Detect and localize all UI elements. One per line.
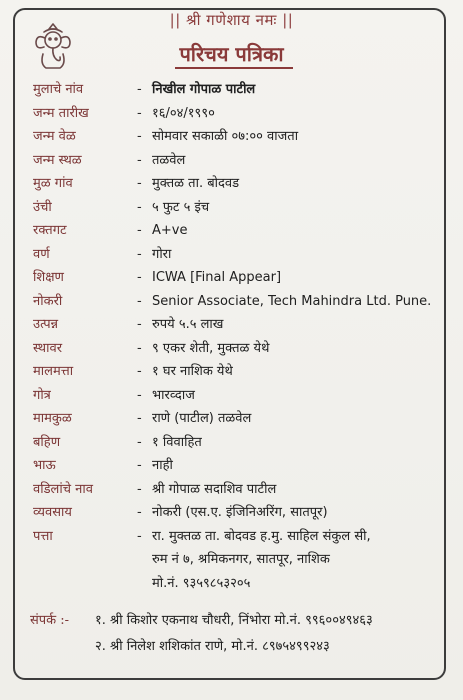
dash-separator: - [137, 317, 142, 332]
dash-separator: - [137, 364, 142, 379]
field-row [0, 501, 463, 525]
field-label-complexion: वर्ण [33, 246, 50, 262]
field-label-brother: भाऊ [33, 458, 56, 473]
dash-separator: - [137, 152, 142, 168]
field-label-birth-time: जन्म वेळ [33, 129, 76, 144]
field-row [0, 78, 463, 102]
invocation-text: || श्री गणेशाय नमः || [169, 11, 294, 29]
dash-separator: - [137, 481, 142, 497]
field-value-brother: नाही [152, 458, 173, 473]
dash-separator: - [137, 270, 142, 285]
field-label-birth-date: जन्म तारीख [33, 105, 89, 121]
field-label-education: शिक्षण [33, 270, 64, 285]
field-value-education: ICWA [Final Appear] [152, 270, 282, 285]
dash-separator: - [137, 434, 142, 450]
address-continuation-row [0, 572, 463, 596]
field-label-maternal-family: मामकुळ [33, 411, 72, 426]
field-value-maternal-family: राणे (पाटील) तळवेल [152, 411, 252, 426]
field-label-blood-group: रक्तगट [33, 223, 67, 238]
field-value-blood-group: A+ve [152, 223, 188, 238]
field-label-height: उंची [33, 199, 52, 215]
field-label-native-village: मुळ गांव [33, 176, 73, 191]
address-mobile-line: मो.नं. ९३५९८५३२०५ [152, 575, 251, 591]
field-row [0, 196, 463, 220]
address-line-2: रुम नं ७, श्रमिकनगर, सातपूर, नाशिक [152, 552, 330, 567]
field-label-name: मुलाचे नांव [33, 82, 84, 97]
field-value-sister: १ विवाहित [152, 434, 202, 450]
field-label-birth-place: जन्म स्थळ [33, 152, 82, 168]
field-row [0, 337, 463, 361]
field-row [0, 407, 463, 431]
field-row [0, 290, 463, 314]
dash-separator: - [137, 458, 142, 473]
field-value-immovable-property: ९ एकर शेती, मुक्तळ येथे [152, 340, 270, 356]
dash-separator: - [137, 387, 142, 403]
field-row [0, 149, 463, 173]
contact-label: संपर्क :- [30, 613, 70, 628]
field-value-address: रा. मुक्तळ ता. बोदवड ह.मु. साहिल संकुल सी, [152, 528, 371, 544]
field-label-occupation: व्यवसाय [33, 505, 72, 520]
field-value-occupation: नोकरी (एस.ए. इंजिनिअरिंग, सातपूर) [152, 505, 328, 520]
field-value-father-name: श्री गोपाळ सदाशिव पाटील [152, 481, 277, 497]
dash-separator: - [137, 223, 142, 238]
dash-separator: - [137, 505, 142, 520]
dash-separator: - [137, 340, 142, 356]
title-underline [175, 67, 293, 69]
field-value-gotra: भारव्दाज [152, 387, 195, 403]
field-row [0, 219, 463, 243]
dash-separator: - [137, 246, 142, 262]
field-value-birth-date: १६/०४/१९९० [152, 105, 215, 121]
field-label-assets: मालमत्ता [33, 364, 74, 379]
field-row [0, 125, 463, 149]
field-label-father-name: वडिलांचे नाव [33, 481, 93, 497]
dash-separator: - [137, 129, 142, 144]
field-row [0, 525, 463, 549]
dash-separator: - [137, 411, 142, 426]
dash-separator: - [137, 199, 142, 215]
field-row [0, 172, 463, 196]
field-value-name: निखील गोपाळ पाटील [152, 82, 256, 97]
field-row [0, 266, 463, 290]
address-continuation-row [0, 548, 463, 572]
field-row [0, 478, 463, 502]
field-value-birth-time: सोमवार सकाळी ०७:०० वाजता [152, 129, 299, 144]
page-title: परिचय पत्रिका [179, 42, 284, 66]
field-row [0, 454, 463, 478]
contact-line-1: १. श्री किशोर एकनाथ चौधरी, निंभोरा मो.नं. ९९६००४९४६३ [95, 613, 373, 628]
field-value-job: Senior Associate, Tech Mahindra Ltd. Pune. [152, 293, 432, 309]
field-value-height: ५ फुट ५ इंच [152, 199, 210, 215]
field-value-complexion: गोरा [152, 246, 172, 262]
field-row [0, 102, 463, 126]
field-label-sister: बहिण [33, 434, 61, 450]
contact-line-2: २. श्री निलेश शशिकांत राणे, मो.नं. ८९७५४९९२४३ [95, 639, 330, 654]
field-label-immovable-property: स्थावर [33, 340, 63, 356]
field-value-income: रुपये ५.५ लाख [152, 317, 224, 332]
dash-separator: - [137, 82, 142, 97]
field-value-native-village: मुक्तळ ता. बोदवड [152, 176, 240, 191]
dash-separator: - [137, 176, 142, 191]
field-value-birth-place: तळवेल [152, 152, 186, 168]
field-label-address: पत्ता [33, 528, 53, 544]
field-row [0, 313, 463, 337]
field-label-gotra: गोत्र [33, 387, 51, 403]
field-label-job: नोकरी [33, 293, 63, 309]
dash-separator: - [137, 105, 142, 121]
field-row [0, 243, 463, 267]
field-value-assets: १ घर नाशिक येथे [152, 364, 233, 379]
dash-separator: - [137, 528, 142, 544]
field-label-income: उत्पन्न [33, 317, 59, 332]
biodata-fields [0, 78, 463, 595]
dash-separator: - [137, 293, 142, 309]
field-row [0, 360, 463, 384]
field-row [0, 384, 463, 408]
field-row [0, 431, 463, 455]
